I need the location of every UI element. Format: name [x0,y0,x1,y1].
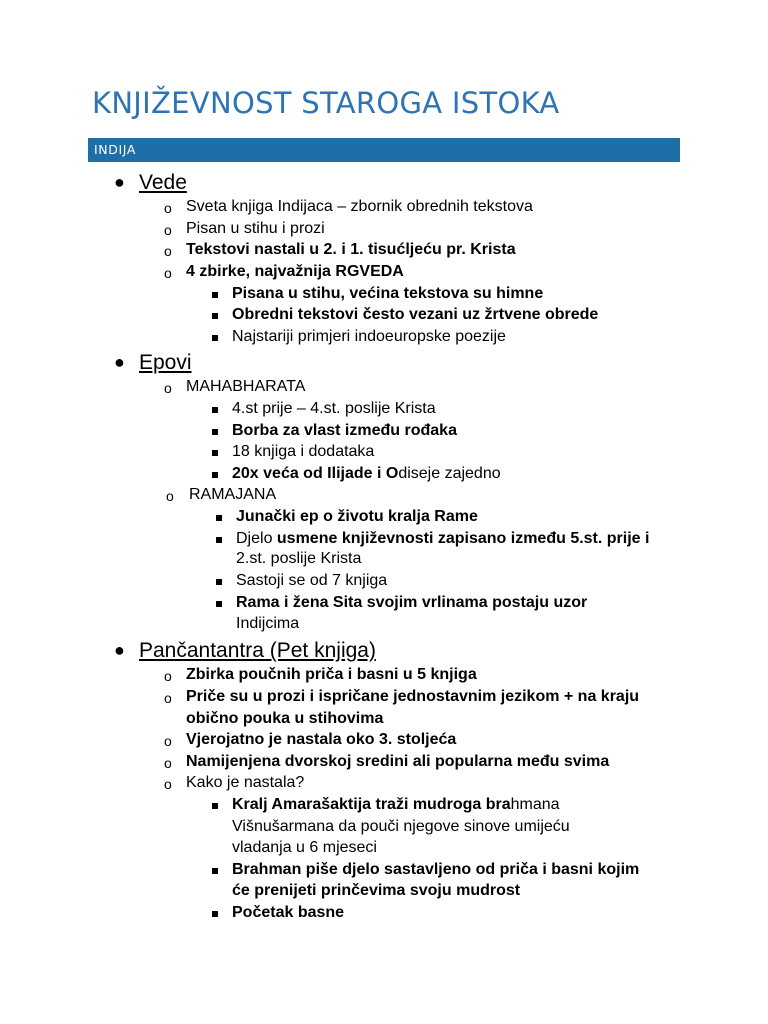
list-item: Najstariji primjeri indoeuropske poezije [232,328,506,345]
bullet-circle-icon: o [164,776,172,792]
section-title: INDIJA [94,142,136,157]
list-item: 18 knjiga i dodataka [232,443,375,460]
list-item: Sveta knjiga Indijaca – zbornik obrednih tekstova [186,198,533,215]
bullet-square-icon [216,601,222,607]
bullet-square-icon [212,429,218,435]
bullet-circle-icon: o [164,380,172,396]
bullet-square-icon [216,537,222,543]
list-item-bold-part: Kralj Amarašaktija traži mudroga bra [232,796,511,813]
bullet-circle-icon: o [164,265,172,281]
bullet-circle-icon: o [166,488,174,504]
bullet-circle-icon: o [164,222,172,238]
bullet-square-icon [216,515,222,521]
list-item-continuation: će prenijeti prinčevima svoju mudrost [232,882,521,899]
list-item: Junački ep o životu kralja Rame [236,508,478,525]
list-item: Rama i žena Sita svojim vrlinama postaju uzor [236,594,588,611]
list-item-continuation: vladanja u 6 mjeseci [232,839,377,856]
bullet-square-icon [212,313,218,319]
bullet-disc-icon: ● [114,352,125,372]
bullet-square-icon [212,450,218,456]
list-item: 4.st prije – 4.st. poslije Krista [232,400,436,417]
list-item: Tekstovi nastali u 2. i 1. tisućljeću pr. Krista [186,241,516,258]
list-item: Kako je nastala? [186,774,305,791]
list-item: Namijenjena dvorskoj sredini ali popularna među svima [186,753,610,770]
bullet-square-icon [212,407,218,413]
list-item-bold-part: usmene književnosti zapisano između 5.st. prije i [276,530,650,547]
heading-pancantantra: Pančantantra (Pet knjiga) [139,639,376,662]
bullet-square-icon [212,335,218,341]
bullet-square-icon [216,579,222,585]
section-band [88,138,680,162]
list-item-continuation: Indijcima [236,615,300,632]
document-title: KNJIŽEVNOST STAROGA ISTOKA [92,86,560,120]
list-item-bold-part: 20x veća od Ilijade i O [232,465,399,482]
list-item-continuation: obično pouka u stihovima [186,710,384,727]
heading-epovi: Epovi [139,351,192,374]
list-item-continuation: 2.st. poslije Krista [236,550,362,567]
list-item: Borba za vlast između rođaka [232,422,457,439]
list-item [232,796,560,814]
bullet-circle-icon: o [164,733,172,749]
list-item: Pisana u stihu, većina tekstova su himne [232,285,544,302]
bullet-disc-icon: ● [114,640,125,660]
bullet-circle-icon: o [164,755,172,771]
bullet-square-icon [212,472,218,478]
list-item [236,530,649,548]
list-item: Brahman piše djelo sastavljeno od priča i basni kojim [232,861,640,878]
bullet-square-icon [212,292,218,298]
list-item-plain-part: Djelo [236,530,277,547]
list-item: Sastoji se od 7 knjiga [236,572,388,589]
heading-vede: Vede [139,171,187,194]
list-item-plain-part: diseje zajedno [398,465,501,482]
list-item: MAHABHARATA [186,378,306,395]
bullet-square-icon [212,868,218,874]
bullet-square-icon [212,911,218,917]
list-item: Obredni tekstovi često vezani uz žrtvene obrede [232,306,599,323]
bullet-circle-icon: o [164,668,172,684]
list-item: 4 zbirke, najvažnija RGVEDA [186,263,404,280]
list-item-plain-part: hmana [510,796,560,813]
list-item [232,465,501,483]
bullet-circle-icon: o [164,690,172,706]
list-item: Priče su u prozi i ispričane jednostavnim jezikom + na kraju [186,688,640,705]
list-item: Zbirka poučnih priča i basni u 5 knjiga [186,666,477,683]
list-item: Početak basne [232,904,345,921]
list-item: Vjerojatno je nastala oko 3. stoljeća [186,731,457,748]
bullet-square-icon [212,803,218,809]
list-item-continuation: Višnušarmana da pouči njegove sinove umijeću [232,818,570,835]
bullet-disc-icon: ● [114,172,125,192]
bullet-circle-icon: o [164,200,172,216]
list-item: RAMAJANA [189,486,277,503]
bullet-circle-icon: o [164,243,172,259]
list-item: Pisan u stihu i prozi [186,220,325,237]
